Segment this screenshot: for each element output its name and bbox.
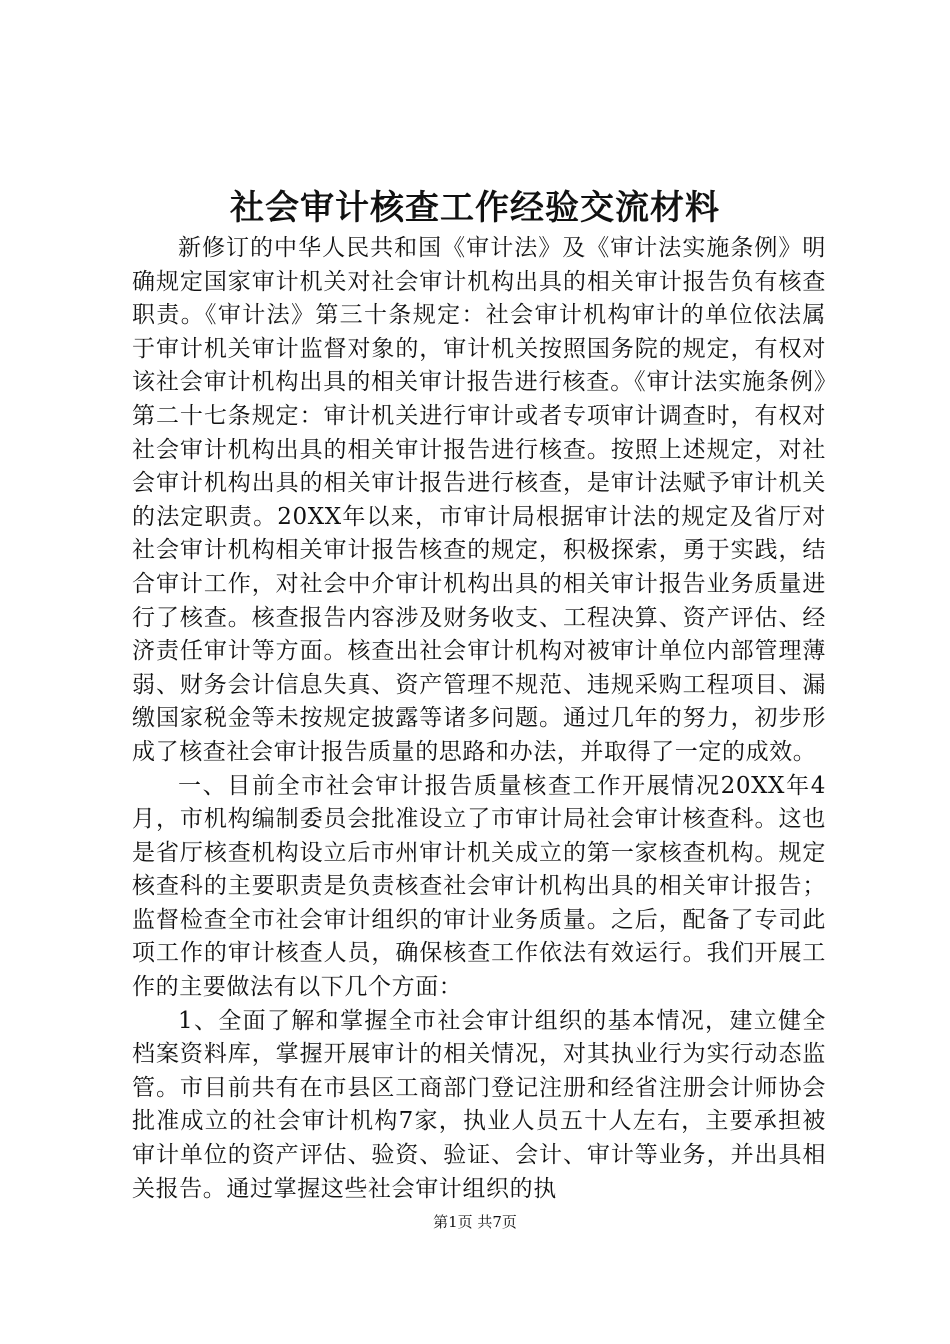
document-body [132, 232, 826, 1206]
paragraph-item-one: 1、全面了解和掌握全市社会审计组织的基本情况，建立健全档案资料库，掌握开展审计的相关情况，对其执业行为实行动态监管。市目前共有在市县区工商部门登记注册和经省注册会计师协会批准成立的社会审计机构7家，执业人员五十人左右，主要承担被审计单位的资产评估、验资、验证、会计、审计等业务，并出具相关报告。通过掌握这些社会审计组织的执 [132, 1007, 826, 1202]
document-title: 社会审计核查工作经验交流材料 [230, 188, 720, 228]
paragraph-intro: 新修订的中华人民共和国《审计法》及《审计法实施条例》明确规定国家审计机关对社会审计机构出具的相关审计报告负有核查职责。《审计法》第三十条规定：社会审计机构审计的单位依法属于审计机关审计监督对象的，审计机关按照国务院的规定，有权对该社会审计机构出具的相关审计报告进行核查。《审计法实施条例》第二十七条规定：审计机关进行审计或者专项审计调查时，有权对社会审计机构出具的相关审计报告进行核查。按照上述规定，对社会审计机构出具的相关审计报告进行核查，是审计法赋予审计机关的法定职责。20XX年以来，市审计局根据审计法的规定及省厅对社会审计机构相关审计报告核查的规定，积极探索，勇于实践，结合审计工作，对社会中介审计机构出具的相关审计报告业务质量进行了核查。核查报告内容涉及财务收支、工程决算、资产评估、经济责任审计等方面。核查出社会审计机构对被审计单位内部管理薄弱、财务会计信息失真、资产管理不规范、违规采购工程项目、漏缴国家税金等未按规定披露等诸多问题。通过几年的努力，初步形成了核查社会审计报告质量的思路和办法，并取得了一定的成效。 [132, 235, 826, 765]
page-number: 第1页 共7页 [433, 1213, 517, 1231]
paragraph-section-one: 一、目前全市社会审计报告质量核查工作开展情况20XX年4月，市机构编制委员会批准设立了市审计局社会审计核查科。这也是省厅核查机构设立后市州审计机关成立的第一家核查机构。规定核查科的主要职责是负责核查社会审计机构出具的相关审计报告；监督检查全市社会审计组织的审计业务质量。之后，配备了专司此项工作的审计核查人员，确保核查工作依法有效运行。我们开展工作的主要做法有以下几个方面： [132, 772, 826, 1001]
